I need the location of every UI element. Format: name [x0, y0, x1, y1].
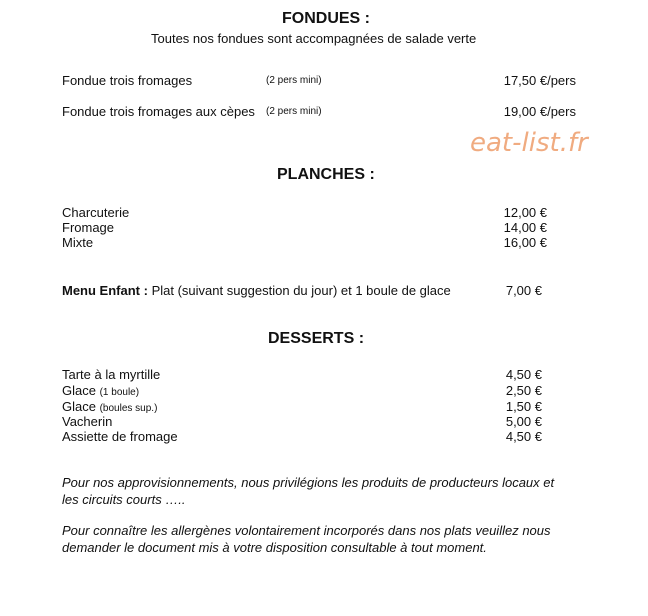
dessert-item-name: Tarte à la myrtille: [62, 367, 161, 382]
dessert-item-price: 1,50 €: [505, 399, 542, 414]
watermark: eat-list.fr: [470, 128, 588, 158]
planche-item-name: Charcuterie: [62, 205, 130, 220]
menu-enfant: [62, 283, 451, 298]
fondue-item-name: Fondue trois fromages: [62, 73, 193, 88]
dessert-item-note: (1 boule): [99, 387, 140, 398]
planches-title: PLANCHES :: [277, 166, 375, 183]
dessert-item: [62, 367, 160, 382]
planche-item-name: Mixte: [62, 235, 94, 250]
desserts-title: DESSERTS :: [268, 330, 365, 347]
menu-enfant-label: Menu Enfant :: [62, 283, 148, 298]
dessert-item: [62, 383, 139, 398]
allergen-note: [62, 522, 551, 556]
allergen-note-line: Pour connaître les allergènes volontairement incorporés dans nos plats veuillez nous: [62, 523, 551, 538]
dessert-item-price: 4,50 €: [505, 367, 542, 382]
fondue-item-note: (2 pers mini): [266, 106, 322, 117]
dessert-item-name: Vacherin: [62, 414, 113, 429]
fondue-item-name: Fondue trois fromages aux cèpes: [62, 104, 255, 119]
dessert-item-name: Assiette de fromage: [62, 429, 178, 444]
supply-note-line: Pour nos approvisionnements, nous privilégions les produits de producteurs locaux et: [62, 475, 555, 490]
fondues-subtitle: Toutes nos fondues sont accompagnées de salade verte: [151, 31, 477, 46]
supply-note: [62, 474, 554, 508]
dessert-item-note: (boules sup.): [99, 403, 158, 414]
planche-item-price: 14,00 €: [503, 220, 547, 235]
supply-note-line: les circuits courts …..: [62, 492, 186, 507]
allergen-note-line: demander le document mis à votre disposition consultable à tout moment.: [62, 540, 487, 555]
fondue-item-price: 19,00 €/pers: [503, 104, 576, 119]
dessert-item: [62, 414, 112, 429]
dessert-item: [62, 429, 178, 444]
fondue-item-note: (2 pers mini): [266, 75, 322, 86]
fondue-item-price: 17,50 €/pers: [503, 73, 576, 88]
dessert-item-price: 2,50 €: [505, 383, 542, 398]
dessert-item: [62, 399, 157, 414]
planche-item-name: Fromage: [62, 220, 115, 235]
menu-enfant-price: 7,00 €: [505, 283, 542, 298]
menu-enfant-text: Plat (suivant suggestion du jour) et 1 boule de glace: [151, 283, 451, 298]
dessert-item-name: Glace: [62, 383, 96, 398]
dessert-item-name: Glace: [62, 399, 96, 414]
planche-item-price: 16,00 €: [503, 235, 547, 250]
dessert-item-price: 5,00 €: [505, 414, 542, 429]
planche-item-price: 12,00 €: [503, 205, 547, 220]
fondues-title: FONDUES :: [282, 10, 370, 27]
dessert-item-price: 4,50 €: [505, 429, 542, 444]
